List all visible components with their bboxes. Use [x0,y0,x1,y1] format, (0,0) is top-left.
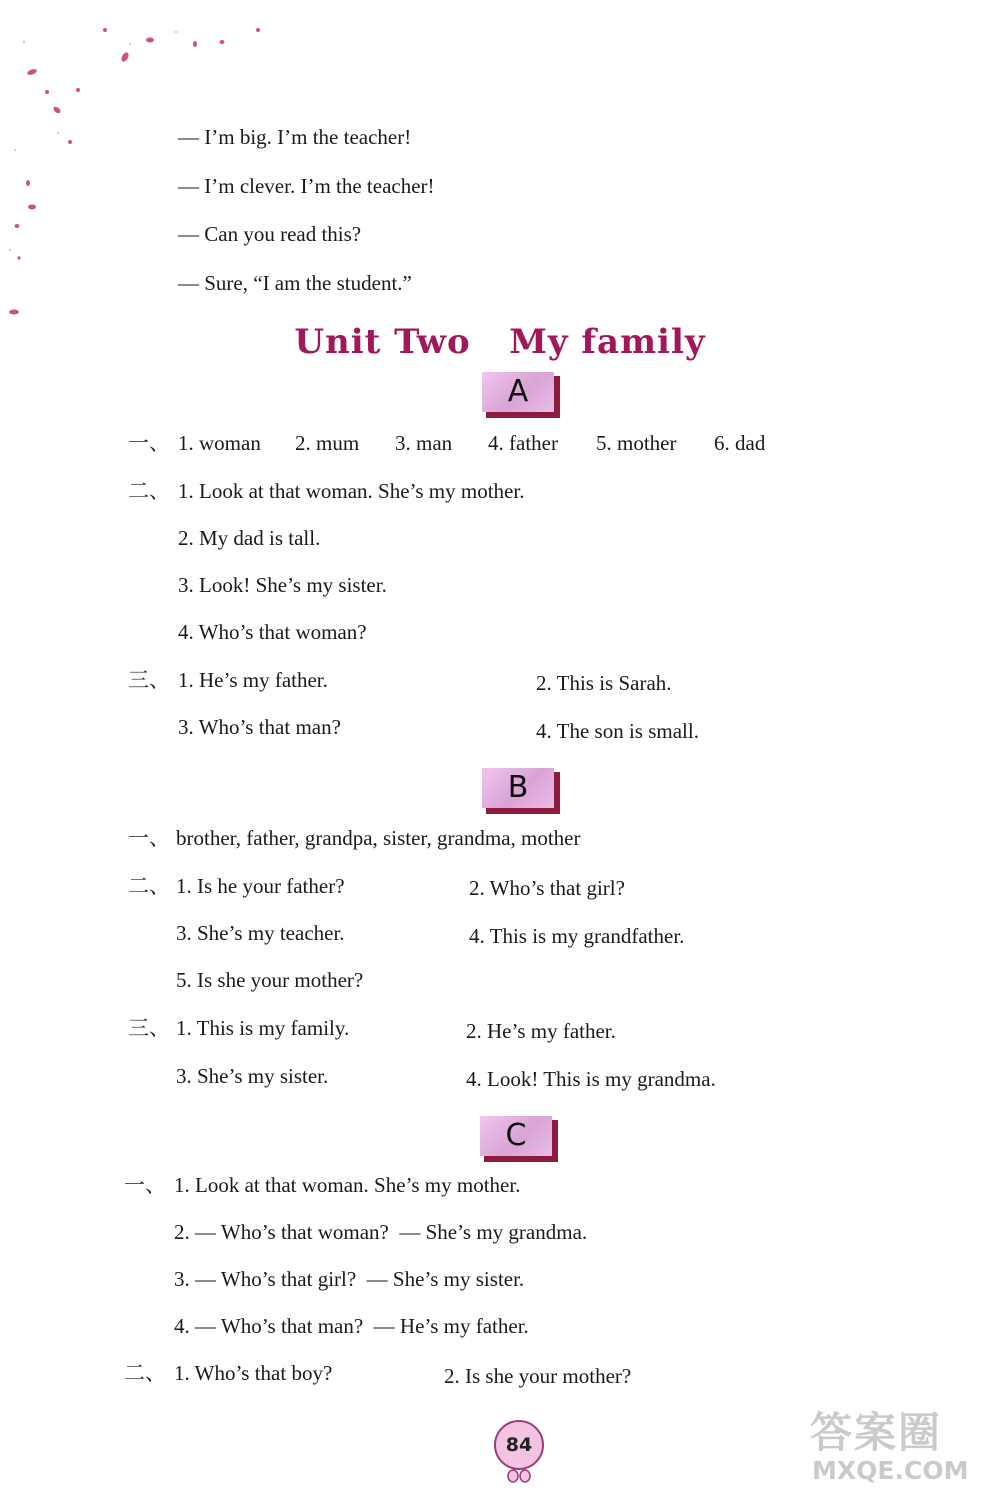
answer-item: 3. She’s my sister. [176,1064,329,1088]
part-number: 三、 [128,668,170,692]
answer-item: 2. He’s my father. [466,1019,616,1043]
answer-item: 1. Look at that woman. She’s my mother. [174,1173,521,1197]
answer-item: 4. Look! This is my grandma. [466,1067,716,1091]
answer-item: 4. The son is small. [536,719,699,743]
answer-item: 4. This is my grandfather. [469,924,685,948]
answer-item: 6. dad [714,431,766,455]
answer-item: brother, father, grandpa, sister, grandma, mother [176,826,581,850]
answer-item: 1. Look at that woman. She’s my mother. [178,479,525,503]
answer-item: 3. man [395,431,453,455]
part-number: 一、 [124,1173,166,1197]
part-number: 三、 [128,1016,170,1040]
feet-icon [504,1468,534,1486]
section-label-c: C [480,1116,556,1160]
answer-item: 3. Who’s that man? [178,715,341,739]
answer-item: 2. My dad is tall. [178,526,321,550]
dialogue-line: — I’m big. I’m the teacher! [178,125,412,149]
answer-item: 2. This is Sarah. [536,671,672,695]
answer-item: 3. She’s my teacher. [176,921,345,945]
watermark [810,1400,995,1495]
section-label-b: B [482,768,558,812]
dialogue-line: — Can you read this? [178,222,362,246]
section-label-a: A [482,372,558,416]
dialogue-line: — I’m clever. I’m the teacher! [178,174,435,198]
part-number: 二、 [128,874,170,898]
answer-item: 2. Who’s that girl? [469,876,625,900]
dialogue-line: — Sure, “I am the student.” [178,271,412,295]
page-number-badge [490,1420,546,1486]
page-number: 84 [494,1420,544,1470]
unit-title: Unit Two My family [294,322,706,362]
part-number: 一、 [128,826,170,850]
answer-item: 5. Is she your mother? [176,968,364,992]
part-number: 一、 [128,431,170,455]
answer-item: 1. woman [178,431,261,455]
part-number: 二、 [124,1361,166,1385]
answer-item: 4. — Who’s that man? — He’s my father. [174,1314,529,1338]
answer-item: 2. mum [295,431,360,455]
answer-item: 3. — Who’s that girl? — She’s my sister. [174,1267,525,1291]
answer-item: 4. Who’s that woman? [178,620,367,644]
part-number: 二、 [128,479,170,503]
answer-item: 5. mother [596,431,677,455]
answer-item: 1. Who’s that boy? [174,1361,333,1385]
answer-item: 2. — Who’s that woman? — She’s my grandma. [174,1220,588,1244]
answer-item: 4. father [488,431,558,455]
answer-item: 1. He’s my father. [178,668,328,692]
answer-item: 1. Is he your father? [176,874,345,898]
watermark-url: MXQE.COM [812,1456,969,1485]
answer-item: 3. Look! She’s my sister. [178,573,387,597]
answer-item: 1. This is my family. [176,1016,350,1040]
watermark-logo-text: 答案圈 [810,1408,943,1457]
answer-item: 2. Is she your mother? [444,1364,632,1388]
